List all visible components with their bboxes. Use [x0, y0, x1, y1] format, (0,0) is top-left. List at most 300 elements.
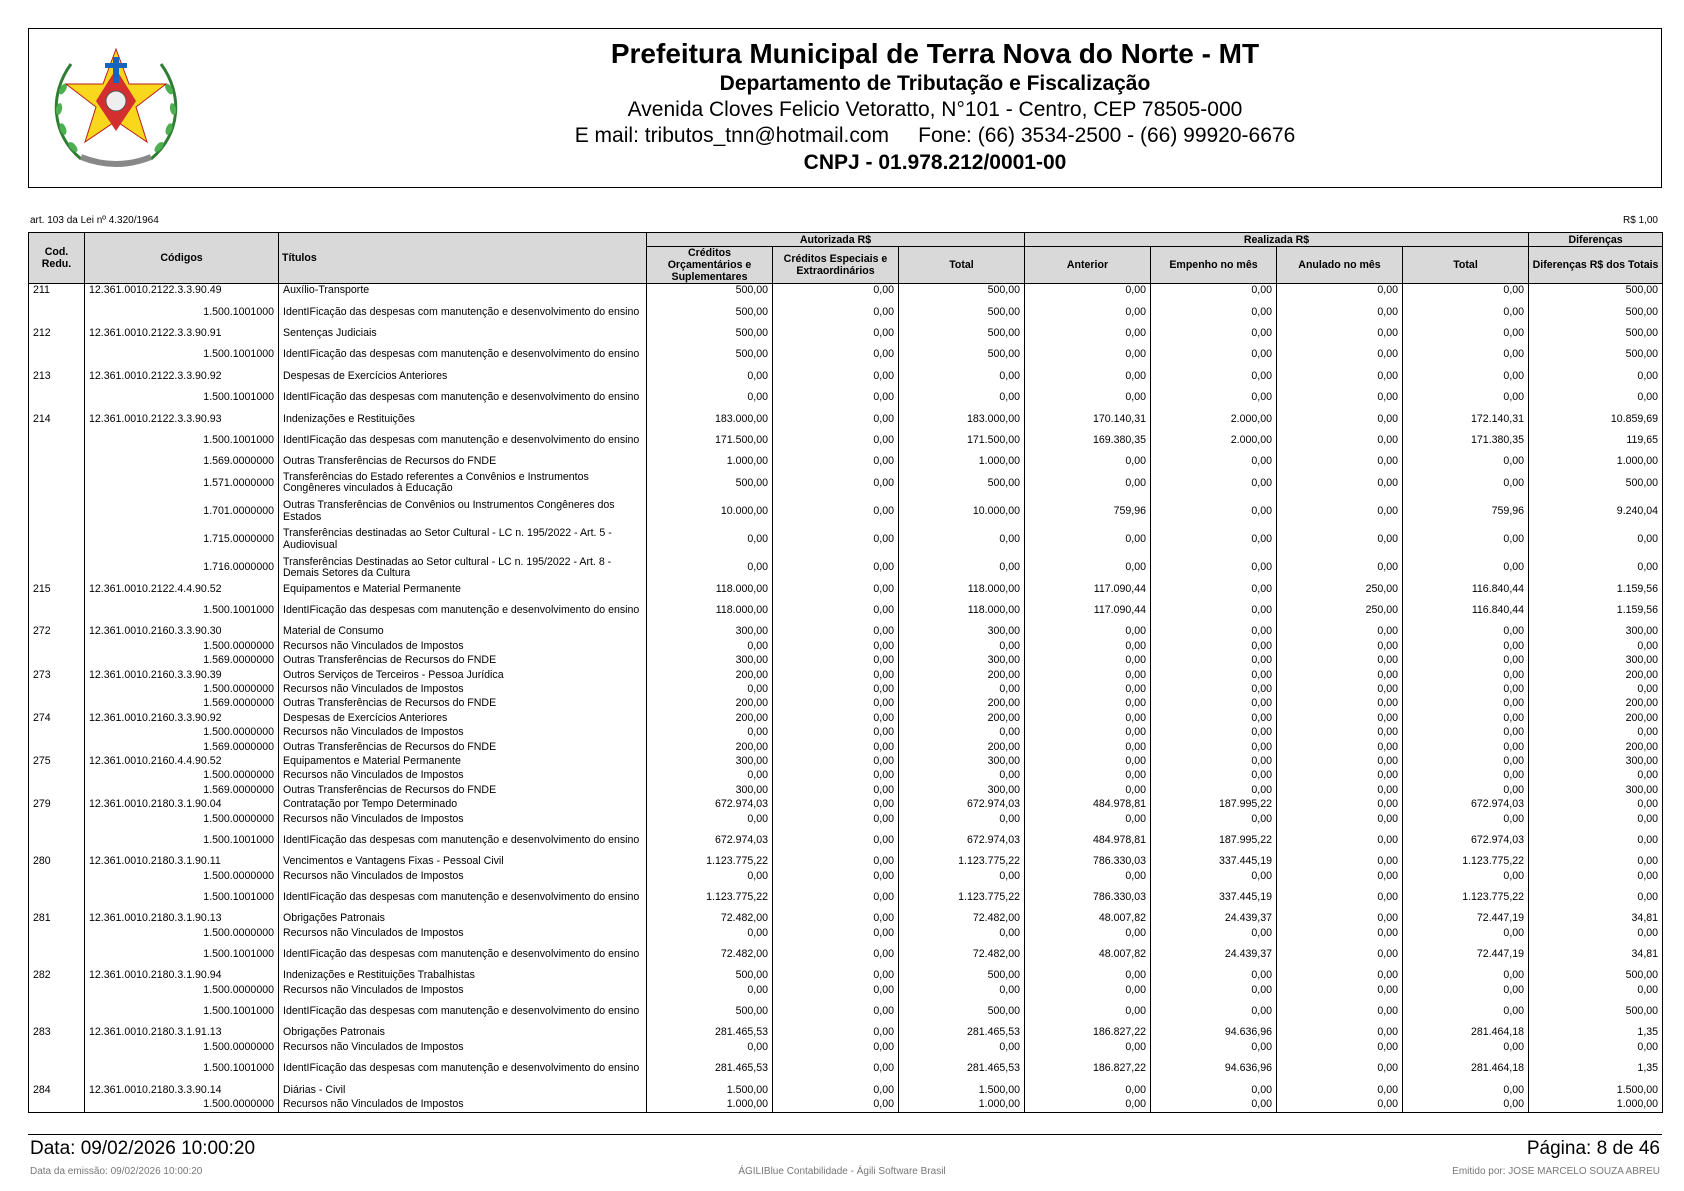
group-realizada: Realizada R$ — [1025, 233, 1529, 247]
cell-total-aut: 0,00 — [899, 869, 1025, 883]
col-empenho: Empenho no mês — [1151, 247, 1277, 284]
col-anterior: Anterior — [1025, 247, 1151, 284]
col-codigos: Códigos — [85, 233, 279, 284]
cell-codigo: 12.361.0010.2180.3.1.90.04 — [85, 798, 279, 812]
cell-total-aut: 1.500,00 — [899, 1083, 1025, 1097]
cell-anterior: 0,00 — [1025, 327, 1151, 341]
cell-codigo: 12.361.0010.2180.3.3.90.14 — [85, 1083, 279, 1097]
cell-empenho: 0,00 — [1151, 740, 1277, 754]
cell-total-aut: 118.000,00 — [899, 597, 1025, 625]
table-row — [29, 726, 1663, 740]
cell-creditos-orc: 200,00 — [647, 740, 773, 754]
cell-empenho: 0,00 — [1151, 683, 1277, 697]
cell-empenho: 2.000,00 — [1151, 412, 1277, 426]
cell-total-real: 0,00 — [1403, 755, 1529, 769]
table-row — [29, 526, 1663, 554]
cell-codigo: 1.716.0000000 — [85, 554, 279, 582]
cell-total-aut: 0,00 — [899, 384, 1025, 412]
cell-titulo: Recursos não Vinculados de Impostos — [279, 1097, 647, 1112]
cell-cod-redu: 212 — [29, 327, 85, 341]
cell-titulo: Recursos não Vinculados de Impostos — [279, 769, 647, 783]
cell-empenho: 337.445,19 — [1151, 884, 1277, 912]
cell-anulado: 0,00 — [1277, 639, 1403, 653]
cell-creditos-orc: 200,00 — [647, 697, 773, 711]
cell-creditos-esp: 0,00 — [773, 469, 899, 497]
table-row — [29, 426, 1663, 454]
cell-titulo: Recursos não Vinculados de Impostos — [279, 726, 647, 740]
cell-anulado: 0,00 — [1277, 769, 1403, 783]
cell-titulo: Recursos não Vinculados de Impostos — [279, 926, 647, 940]
cell-anterior: 0,00 — [1025, 755, 1151, 769]
cell-diferenca: 200,00 — [1529, 668, 1663, 682]
cell-creditos-esp: 0,00 — [773, 1097, 899, 1112]
cell-anulado: 0,00 — [1277, 826, 1403, 854]
table-row — [29, 798, 1663, 812]
cell-total-real: 0,00 — [1403, 812, 1529, 826]
cell-total-real: 672.974,03 — [1403, 798, 1529, 812]
cell-creditos-orc: 500,00 — [647, 341, 773, 369]
cell-codigo: 1.500.0000000 — [85, 639, 279, 653]
cell-codigo: 1.569.0000000 — [85, 783, 279, 797]
cell-creditos-esp: 0,00 — [773, 969, 899, 983]
cell-total-real: 0,00 — [1403, 639, 1529, 653]
contact-line: E mail: tributos_tnn@hotmail.com Fone: (66) 3534-2500 - (66) 99920-6676 — [574, 124, 1296, 147]
footer-issued-by: Emitido por: JOSE MARCELO SOUZA ABREU — [1452, 1166, 1660, 1177]
cell-cod-redu — [29, 983, 85, 997]
cell-diferenca: 500,00 — [1529, 469, 1663, 497]
cell-codigo: 1.500.1001000 — [85, 884, 279, 912]
cell-anterior: 0,00 — [1025, 740, 1151, 754]
cell-creditos-orc: 0,00 — [647, 639, 773, 653]
cell-anterior: 0,00 — [1025, 639, 1151, 653]
cell-anulado: 0,00 — [1277, 469, 1403, 497]
cell-anulado: 0,00 — [1277, 384, 1403, 412]
cell-empenho: 0,00 — [1151, 327, 1277, 341]
group-autorizada: Autorizada R$ — [647, 233, 1025, 247]
cell-titulo: Outras Transferências de Recursos do FNDE — [279, 654, 647, 668]
currency-unit: R$ 1,00 — [1622, 215, 1658, 226]
cell-anterior: 0,00 — [1025, 469, 1151, 497]
cell-cod-redu — [29, 812, 85, 826]
cell-titulo: Outras Transferências de Recursos do FNDE — [279, 740, 647, 754]
cell-codigo: 1.500.0000000 — [85, 1040, 279, 1054]
cell-creditos-esp: 0,00 — [773, 1026, 899, 1040]
footer-page-number: Página: 8 de 46 — [1526, 1138, 1660, 1159]
table-row — [29, 683, 1663, 697]
cell-creditos-esp: 0,00 — [773, 1083, 899, 1097]
cell-creditos-esp: 0,00 — [773, 798, 899, 812]
cell-cod-redu — [29, 497, 85, 525]
col-diferencas: Diferenças R$ dos Totais — [1529, 247, 1663, 284]
cell-anterior: 0,00 — [1025, 384, 1151, 412]
cell-cod-redu: 214 — [29, 412, 85, 426]
cell-total-aut: 0,00 — [899, 526, 1025, 554]
cell-total-aut: 300,00 — [899, 625, 1025, 639]
cell-titulo: Sentenças Judiciais — [279, 327, 647, 341]
cnpj-line: CNPJ - 01.978.212/0001-00 — [803, 151, 1067, 174]
cell-creditos-esp: 0,00 — [773, 625, 899, 639]
cell-total-real: 0,00 — [1403, 998, 1529, 1026]
table-row — [29, 597, 1663, 625]
cell-anterior: 0,00 — [1025, 341, 1151, 369]
cell-total-aut: 171.500,00 — [899, 426, 1025, 454]
table-row — [29, 983, 1663, 997]
table-row — [29, 1040, 1663, 1054]
cell-anterior: 786.330,03 — [1025, 884, 1151, 912]
cell-cod-redu: 282 — [29, 969, 85, 983]
cell-diferenca: 300,00 — [1529, 625, 1663, 639]
cell-cod-redu: 215 — [29, 582, 85, 596]
cell-anterior: 0,00 — [1025, 726, 1151, 740]
cell-empenho: 94.636,96 — [1151, 1055, 1277, 1083]
cell-total-real: 0,00 — [1403, 740, 1529, 754]
cell-anulado: 0,00 — [1277, 1055, 1403, 1083]
cell-total-aut: 500,00 — [899, 469, 1025, 497]
cell-anulado: 0,00 — [1277, 812, 1403, 826]
cell-creditos-esp: 0,00 — [773, 1055, 899, 1083]
cell-total-aut: 200,00 — [899, 668, 1025, 682]
table-row — [29, 582, 1663, 596]
cell-creditos-orc: 0,00 — [647, 683, 773, 697]
cell-titulo: Transferências destinadas ao Setor Cultural - LC n. 195/2022 - Art. 5 - Audiovisual — [279, 526, 647, 554]
cell-anulado: 0,00 — [1277, 983, 1403, 997]
report-header — [28, 28, 1662, 188]
cell-empenho: 0,00 — [1151, 284, 1277, 299]
cell-empenho: 0,00 — [1151, 497, 1277, 525]
cell-creditos-orc: 0,00 — [647, 769, 773, 783]
cell-cod-redu: 272 — [29, 625, 85, 639]
cell-diferenca: 0,00 — [1529, 369, 1663, 383]
cell-titulo: IdentIFicação das despesas com manutenção e desenvolvimento do ensino — [279, 426, 647, 454]
cell-anterior: 0,00 — [1025, 869, 1151, 883]
cell-anulado: 250,00 — [1277, 582, 1403, 596]
cell-diferenca: 1.000,00 — [1529, 1097, 1663, 1112]
cell-codigo: 12.361.0010.2180.3.1.90.11 — [85, 855, 279, 869]
table-row — [29, 625, 1663, 639]
cell-anterior: 0,00 — [1025, 983, 1151, 997]
cell-empenho: 0,00 — [1151, 697, 1277, 711]
footer-software: ÁGILIBlue Contabilidade - Ágili Software Brasil — [738, 1166, 946, 1177]
cell-codigo: 12.361.0010.2180.3.1.91.13 — [85, 1026, 279, 1040]
cell-creditos-orc: 200,00 — [647, 668, 773, 682]
cell-empenho: 0,00 — [1151, 298, 1277, 326]
cell-empenho: 0,00 — [1151, 582, 1277, 596]
cell-total-aut: 0,00 — [899, 1040, 1025, 1054]
table-row — [29, 284, 1663, 299]
col-titulos: Títulos — [279, 233, 647, 284]
cell-anterior: 0,00 — [1025, 998, 1151, 1026]
cell-titulo: Recursos não Vinculados de Impostos — [279, 639, 647, 653]
cell-total-real: 0,00 — [1403, 783, 1529, 797]
cell-total-real: 0,00 — [1403, 455, 1529, 469]
cell-creditos-orc: 1.500,00 — [647, 1083, 773, 1097]
cell-titulo: Material de Consumo — [279, 625, 647, 639]
cell-codigo: 1.500.1001000 — [85, 341, 279, 369]
cell-empenho: 0,00 — [1151, 526, 1277, 554]
cell-cod-redu — [29, 341, 85, 369]
cell-creditos-orc: 0,00 — [647, 983, 773, 997]
cell-titulo: IdentIFicação das despesas com manutenção e desenvolvimento do ensino — [279, 1055, 647, 1083]
cell-creditos-esp: 0,00 — [773, 597, 899, 625]
cell-total-real: 72.447,19 — [1403, 912, 1529, 926]
cell-empenho: 0,00 — [1151, 998, 1277, 1026]
table-row — [29, 469, 1663, 497]
cell-codigo: 12.361.0010.2160.4.4.90.52 — [85, 755, 279, 769]
cell-cod-redu — [29, 384, 85, 412]
cell-anterior: 0,00 — [1025, 711, 1151, 725]
cell-cod-redu: 211 — [29, 284, 85, 299]
cell-empenho: 2.000,00 — [1151, 426, 1277, 454]
cell-creditos-orc: 500,00 — [647, 969, 773, 983]
cell-codigo: 1.500.0000000 — [85, 812, 279, 826]
table-row — [29, 812, 1663, 826]
cell-total-real: 0,00 — [1403, 1083, 1529, 1097]
cell-codigo: 12.361.0010.2160.3.3.90.92 — [85, 711, 279, 725]
cell-empenho: 0,00 — [1151, 554, 1277, 582]
cell-creditos-orc: 1.000,00 — [647, 1097, 773, 1112]
cell-cod-redu — [29, 941, 85, 969]
cell-anulado: 0,00 — [1277, 998, 1403, 1026]
cell-total-aut: 200,00 — [899, 740, 1025, 754]
cell-anterior: 0,00 — [1025, 926, 1151, 940]
cell-empenho: 187.995,22 — [1151, 798, 1277, 812]
table-row — [29, 668, 1663, 682]
cell-creditos-orc: 0,00 — [647, 384, 773, 412]
cell-anterior: 0,00 — [1025, 654, 1151, 668]
cell-codigo: 1.500.1001000 — [85, 426, 279, 454]
cell-total-real: 0,00 — [1403, 369, 1529, 383]
cell-cod-redu — [29, 597, 85, 625]
cell-anterior: 0,00 — [1025, 1097, 1151, 1112]
cell-codigo: 1.500.0000000 — [85, 769, 279, 783]
cell-total-aut: 1.000,00 — [899, 455, 1025, 469]
cell-total-real: 0,00 — [1403, 869, 1529, 883]
cell-titulo: IdentIFicação das despesas com manutenção e desenvolvimento do ensino — [279, 884, 647, 912]
cell-total-aut: 281.465,53 — [899, 1055, 1025, 1083]
table-row — [29, 697, 1663, 711]
cell-titulo: Transferências do Estado referentes a Convênios e Instrumentos Congêneres vinculados à Educação — [279, 469, 647, 497]
cell-creditos-esp: 0,00 — [773, 855, 899, 869]
cell-anulado: 0,00 — [1277, 327, 1403, 341]
cell-creditos-orc: 0,00 — [647, 812, 773, 826]
cell-creditos-orc: 300,00 — [647, 654, 773, 668]
cell-total-aut: 10.000,00 — [899, 497, 1025, 525]
cell-total-aut: 118.000,00 — [899, 582, 1025, 596]
cell-codigo: 1.571.0000000 — [85, 469, 279, 497]
table-row — [29, 341, 1663, 369]
cell-anterior: 0,00 — [1025, 1083, 1151, 1097]
cell-total-real: 1.123.775,22 — [1403, 855, 1529, 869]
cell-total-real: 0,00 — [1403, 1040, 1529, 1054]
cell-titulo: Outras Transferências de Recursos do FNDE — [279, 697, 647, 711]
cell-diferenca: 0,00 — [1529, 798, 1663, 812]
cell-anulado: 0,00 — [1277, 683, 1403, 697]
cell-cod-redu: 283 — [29, 1026, 85, 1040]
cell-creditos-orc: 72.482,00 — [647, 912, 773, 926]
cell-diferenca: 0,00 — [1529, 812, 1663, 826]
cell-empenho: 0,00 — [1151, 1083, 1277, 1097]
cell-empenho: 187.995,22 — [1151, 826, 1277, 854]
cell-diferenca: 0,00 — [1529, 826, 1663, 854]
col-cod-redu: Cod. Redu. — [29, 233, 85, 284]
cell-titulo: IdentIFicação das despesas com manutenção e desenvolvimento do ensino — [279, 998, 647, 1026]
cell-anulado: 0,00 — [1277, 526, 1403, 554]
cell-total-aut: 500,00 — [899, 998, 1025, 1026]
cell-creditos-orc: 0,00 — [647, 369, 773, 383]
cell-diferenca: 200,00 — [1529, 740, 1663, 754]
table-row — [29, 855, 1663, 869]
table-row — [29, 455, 1663, 469]
cell-anulado: 0,00 — [1277, 783, 1403, 797]
cell-anulado: 0,00 — [1277, 426, 1403, 454]
cell-empenho: 24.439,37 — [1151, 941, 1277, 969]
cell-creditos-orc: 10.000,00 — [647, 497, 773, 525]
cell-anterior: 48.007,82 — [1025, 912, 1151, 926]
table-row — [29, 998, 1663, 1026]
cell-cod-redu: 280 — [29, 855, 85, 869]
cell-creditos-orc: 300,00 — [647, 625, 773, 639]
cell-total-aut: 0,00 — [899, 769, 1025, 783]
cell-anulado: 0,00 — [1277, 855, 1403, 869]
cell-total-real: 0,00 — [1403, 983, 1529, 997]
cell-diferenca: 200,00 — [1529, 711, 1663, 725]
cell-anulado: 0,00 — [1277, 341, 1403, 369]
cell-empenho: 0,00 — [1151, 926, 1277, 940]
cell-total-real: 116.840,44 — [1403, 597, 1529, 625]
cell-creditos-orc: 300,00 — [647, 783, 773, 797]
cell-anulado: 0,00 — [1277, 798, 1403, 812]
cell-anulado: 0,00 — [1277, 711, 1403, 725]
cell-titulo: Equipamentos e Material Permanente — [279, 755, 647, 769]
cell-codigo: 1.500.0000000 — [85, 1097, 279, 1112]
cell-cod-redu — [29, 554, 85, 582]
cell-creditos-esp: 0,00 — [773, 783, 899, 797]
cell-total-real: 0,00 — [1403, 384, 1529, 412]
table-row — [29, 384, 1663, 412]
table-row — [29, 1097, 1663, 1112]
cell-cod-redu — [29, 926, 85, 940]
cell-total-real: 0,00 — [1403, 654, 1529, 668]
cell-total-real: 0,00 — [1403, 298, 1529, 326]
cell-codigo: 12.361.0010.2180.3.1.90.94 — [85, 969, 279, 983]
cell-total-aut: 300,00 — [899, 654, 1025, 668]
cell-total-real: 0,00 — [1403, 1097, 1529, 1112]
cell-total-aut: 0,00 — [899, 983, 1025, 997]
cell-creditos-esp: 0,00 — [773, 668, 899, 682]
cell-total-aut: 183.000,00 — [899, 412, 1025, 426]
cell-codigo: 1.701.0000000 — [85, 497, 279, 525]
table-row — [29, 412, 1663, 426]
cell-cod-redu — [29, 469, 85, 497]
cell-titulo: Equipamentos e Material Permanente — [279, 582, 647, 596]
cell-cod-redu — [29, 726, 85, 740]
table-row — [29, 941, 1663, 969]
cell-empenho: 0,00 — [1151, 755, 1277, 769]
cell-cod-redu — [29, 1040, 85, 1054]
cell-creditos-orc: 118.000,00 — [647, 582, 773, 596]
cell-titulo: IdentIFicação das despesas com manutenção e desenvolvimento do ensino — [279, 941, 647, 969]
cell-anterior: 0,00 — [1025, 1040, 1151, 1054]
cell-creditos-esp: 0,00 — [773, 526, 899, 554]
cell-anterior: 0,00 — [1025, 697, 1151, 711]
cell-creditos-esp: 0,00 — [773, 284, 899, 299]
cell-diferenca: 0,00 — [1529, 554, 1663, 582]
cell-empenho: 0,00 — [1151, 1040, 1277, 1054]
cell-anterior: 0,00 — [1025, 298, 1151, 326]
cell-total-aut: 72.482,00 — [899, 912, 1025, 926]
cell-creditos-orc: 0,00 — [647, 526, 773, 554]
cell-total-real: 172.140,31 — [1403, 412, 1529, 426]
cell-total-real: 0,00 — [1403, 554, 1529, 582]
cell-creditos-esp: 0,00 — [773, 455, 899, 469]
cell-anulado: 0,00 — [1277, 869, 1403, 883]
cell-total-aut: 300,00 — [899, 783, 1025, 797]
cell-diferenca: 500,00 — [1529, 341, 1663, 369]
cell-total-real: 0,00 — [1403, 726, 1529, 740]
cell-codigo: 1.500.1001000 — [85, 298, 279, 326]
cell-cod-redu — [29, 1055, 85, 1083]
cell-cod-redu — [29, 298, 85, 326]
cell-codigo: 1.500.1001000 — [85, 597, 279, 625]
cell-diferenca: 1,35 — [1529, 1055, 1663, 1083]
cell-creditos-orc: 500,00 — [647, 284, 773, 299]
cell-empenho: 337.445,19 — [1151, 855, 1277, 869]
cell-creditos-orc: 72.482,00 — [647, 941, 773, 969]
cell-empenho: 0,00 — [1151, 1097, 1277, 1112]
cell-total-aut: 500,00 — [899, 969, 1025, 983]
cell-cod-redu: 275 — [29, 755, 85, 769]
cell-anterior: 484.978,81 — [1025, 826, 1151, 854]
cell-anulado: 0,00 — [1277, 298, 1403, 326]
footer-emission-date: Data da emissão: 09/02/2026 10:00:20 — [30, 1166, 203, 1177]
col-total-autorizada: Total — [899, 247, 1025, 284]
cell-total-aut: 500,00 — [899, 341, 1025, 369]
table-row — [29, 654, 1663, 668]
cell-total-aut: 500,00 — [899, 284, 1025, 299]
cell-diferenca: 0,00 — [1529, 983, 1663, 997]
cell-anterior: 0,00 — [1025, 668, 1151, 682]
cell-anterior: 117.090,44 — [1025, 582, 1151, 596]
municipal-crest-icon — [41, 39, 191, 179]
cell-total-aut: 200,00 — [899, 711, 1025, 725]
cell-total-aut: 500,00 — [899, 327, 1025, 341]
table-row — [29, 755, 1663, 769]
cell-anulado: 0,00 — [1277, 554, 1403, 582]
cell-creditos-esp: 0,00 — [773, 384, 899, 412]
cell-titulo: Transferências Destinadas ao Setor cultural - LC n. 195/2022 - Art. 8 - Demais Setores da Cultura — [279, 554, 647, 582]
cell-titulo: Despesas de Exercícios Anteriores — [279, 369, 647, 383]
cell-titulo: Obrigações Patronais — [279, 912, 647, 926]
cell-total-real: 0,00 — [1403, 284, 1529, 299]
cell-diferenca: 0,00 — [1529, 526, 1663, 554]
table-row — [29, 369, 1663, 383]
cell-codigo: 1.569.0000000 — [85, 455, 279, 469]
footer-date: Data: 09/02/2026 10:00:20 — [30, 1138, 256, 1159]
table-row — [29, 783, 1663, 797]
cell-empenho: 0,00 — [1151, 869, 1277, 883]
cell-anulado: 0,00 — [1277, 625, 1403, 639]
cell-cod-redu: 284 — [29, 1083, 85, 1097]
cell-total-real: 0,00 — [1403, 711, 1529, 725]
cell-cod-redu — [29, 783, 85, 797]
cell-total-real: 0,00 — [1403, 625, 1529, 639]
cell-empenho: 0,00 — [1151, 769, 1277, 783]
cell-titulo: Auxílio-Transporte — [279, 284, 647, 299]
cell-creditos-esp: 0,00 — [773, 582, 899, 596]
cell-total-real: 0,00 — [1403, 327, 1529, 341]
cell-titulo: Recursos não Vinculados de Impostos — [279, 983, 647, 997]
cell-empenho: 0,00 — [1151, 812, 1277, 826]
